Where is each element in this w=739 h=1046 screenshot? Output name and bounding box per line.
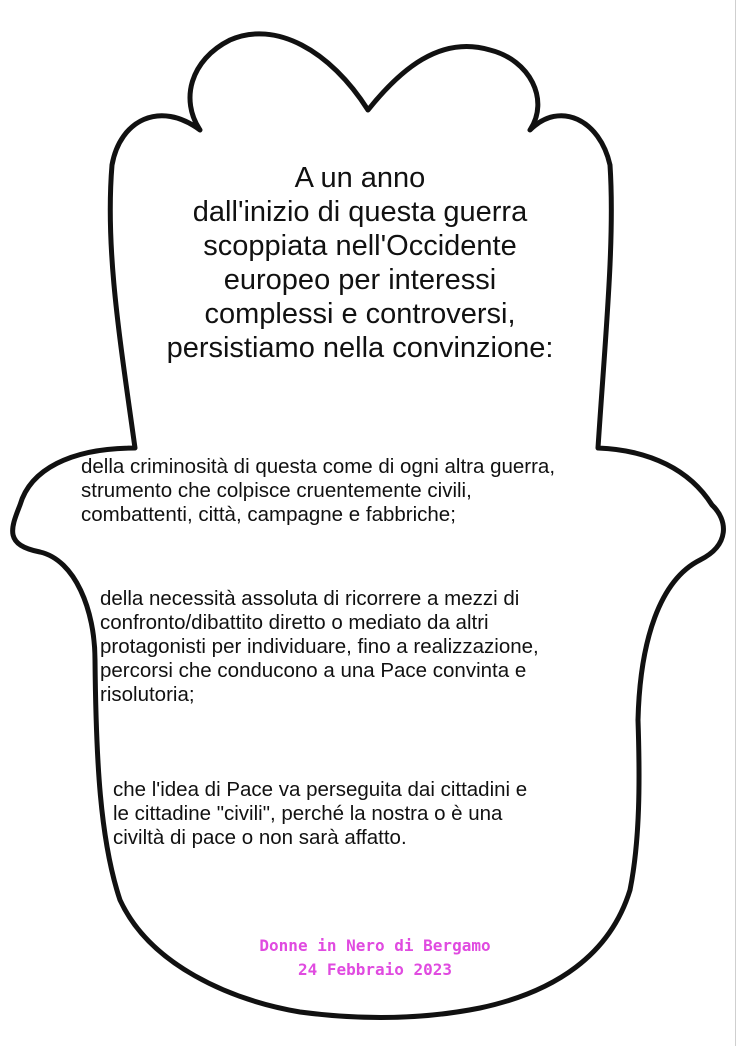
paragraph-criminality (81, 455, 555, 527)
paragraph-line: strumento che colpisce cruentemente civili, (81, 479, 472, 502)
paragraph-line: percorsi che conducono a una Pace convinta e (100, 659, 527, 682)
paragraph-line: della criminosità di questa come di ogni altra guerra, (81, 455, 556, 478)
signature-block (170, 934, 580, 982)
paragraph-line: risolutoria; (100, 683, 195, 706)
paragraph-line: civiltà di pace o non sarà affatto. (113, 826, 407, 849)
heading-line: dall'inizio di questa guerra (192, 196, 528, 228)
paragraph-line: le cittadine "civili", perché la nostra o è una (113, 802, 503, 825)
paragraph-idea-of-peace (113, 778, 527, 850)
paragraph-line: confronto/dibattito diretto o mediato da altri (100, 611, 489, 634)
heading-line: A un anno (294, 162, 426, 194)
paragraph-line: che l'idea di Pace va perseguita dai cittadini e (113, 778, 528, 801)
heading-line: persistiamo nella convinzione: (166, 332, 554, 364)
paragraph-necessity (100, 587, 539, 707)
page-edge-line (735, 0, 736, 1046)
signature-date: 24 Febbraio 2023 (297, 960, 453, 979)
paragraph-line: protagonisti per individuare, fino a realizzazione, (100, 635, 539, 658)
heading (140, 161, 580, 365)
paragraph-line: della necessità assoluta di ricorrere a mezzi di (100, 587, 520, 610)
heading-line: europeo per interessi (223, 264, 497, 296)
paragraph-line: combattenti, città, campagne e fabbriche; (81, 503, 456, 526)
signature-organization: Donne in Nero di Bergamo (259, 936, 491, 955)
heading-line: complessi e controversi, (204, 298, 516, 330)
heading-line: scoppiata nell'Occidente (203, 230, 517, 262)
